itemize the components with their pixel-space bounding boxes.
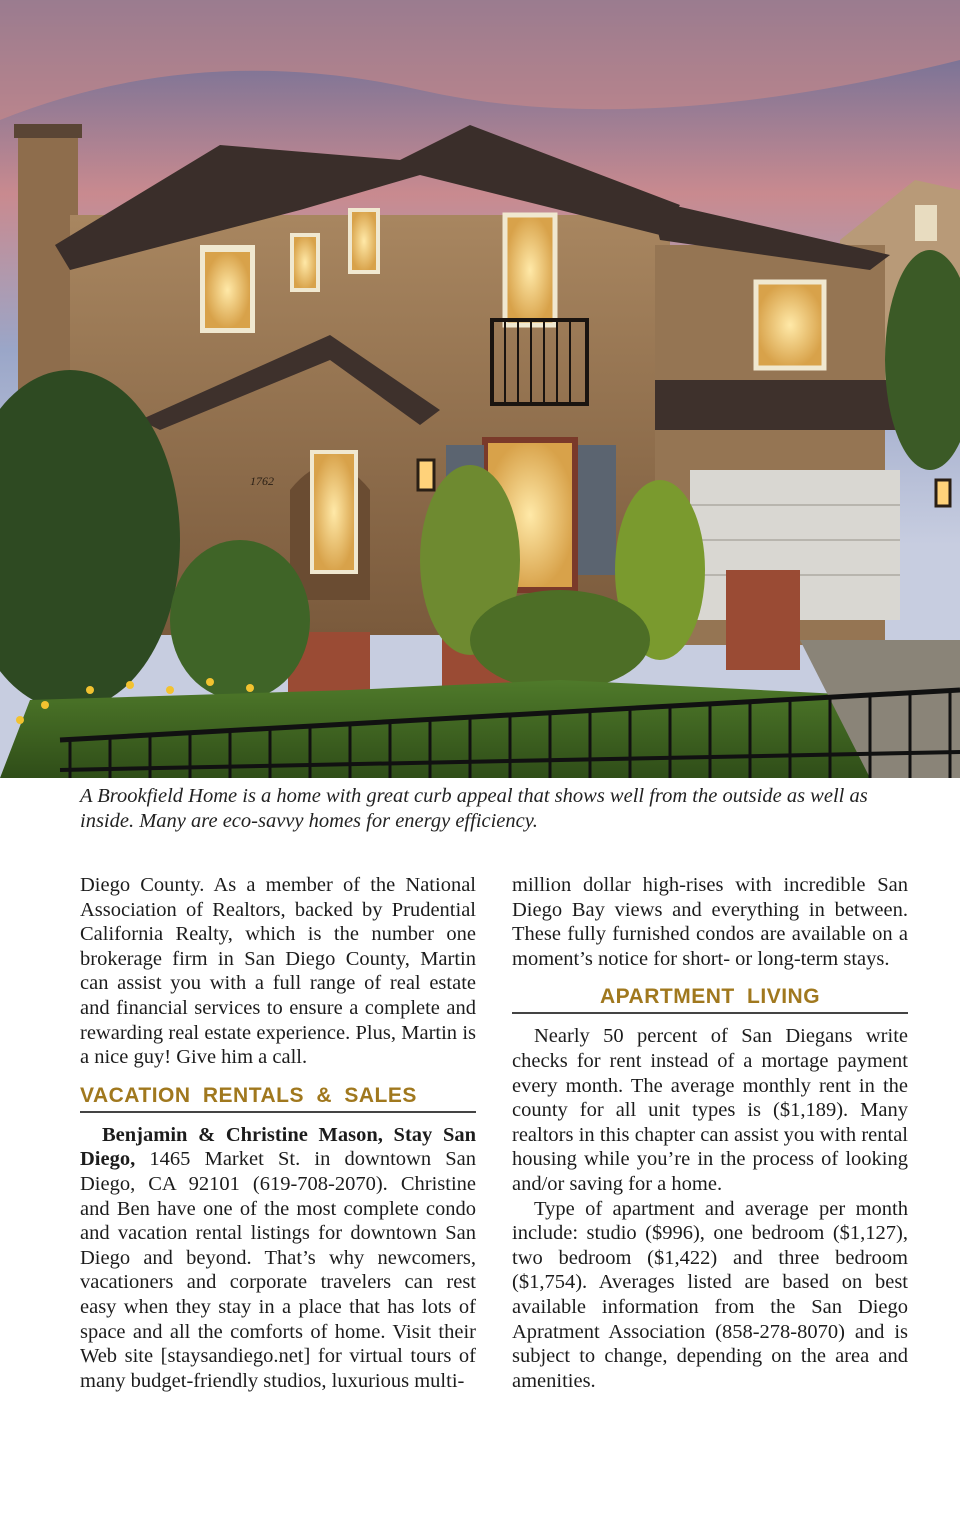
right-column xyxy=(512,873,908,1393)
left-column xyxy=(80,873,476,1393)
vacation-lead-bold: Benjamin & Christine Mason, Stay San Diego, xyxy=(80,1123,476,1171)
vacation-paragraph xyxy=(80,1123,476,1394)
continued-paragraph: million dollar high-rises with incredible San Diego Bay views and everything in between. These fully furnished condos are available on a moment’s notice for short- or long-term stays. xyxy=(512,874,908,970)
house-number: 1762 xyxy=(250,474,274,488)
photo-caption: A Brookfield Home is a home with great curb appeal that shows well from the outside as well as inside. Many are eco-savvy homes for energy efficiency. xyxy=(80,785,868,832)
intro-paragraph: Diego County. As a member of the National Association of Realtors, backed by Prudential California Realty, which is the number one brokerage firm in San Diego County, Martin can assist you with a full range of real estate and financial services to ensure a complete and rewarding real estate experience. Plus, Martin is a nice guy! Give him a call. xyxy=(80,874,476,1069)
apartment-living-heading: APARTMENT LIVING xyxy=(512,985,908,1014)
vacation-body: 1465 Market St. in downtown San Diego, CA 92101 (619-708-2070). Christine and Ben have one of the most complete condo and vacation rental listings for downtown San Diego and beyond. That’s why newcomers, vacationers and corporate travelers can rest easy when they stay in a place that has lots of space and all the comforts of home. Visit their Web site [staysandiego.net] for virtual tours of many budget-friendly studios, luxurious multi- xyxy=(80,1148,476,1392)
apartment-paragraph-2: Type of apartment and average per month include: studio ($996), one bedroom ($1,127), two bedroom ($1,422) and three bedroom ($1,754). Averages listed are based on best available information from the San Diego Apratment Association (858-278-8070) and is subject to change, depending on the area and amenities. xyxy=(512,1197,908,1392)
vacation-rentals-heading: VACATION RENTALS & SALES xyxy=(80,1084,476,1113)
apartment-paragraph-1: Nearly 50 percent of San Diegans write checks for rent instead of a mortage payment every month. The average monthly rent in the county for all unit types is ($1,189). Many realtors in this chapter can assist you with rental housing while you’re in the process of looking and/or saving for a home. xyxy=(512,1025,908,1195)
